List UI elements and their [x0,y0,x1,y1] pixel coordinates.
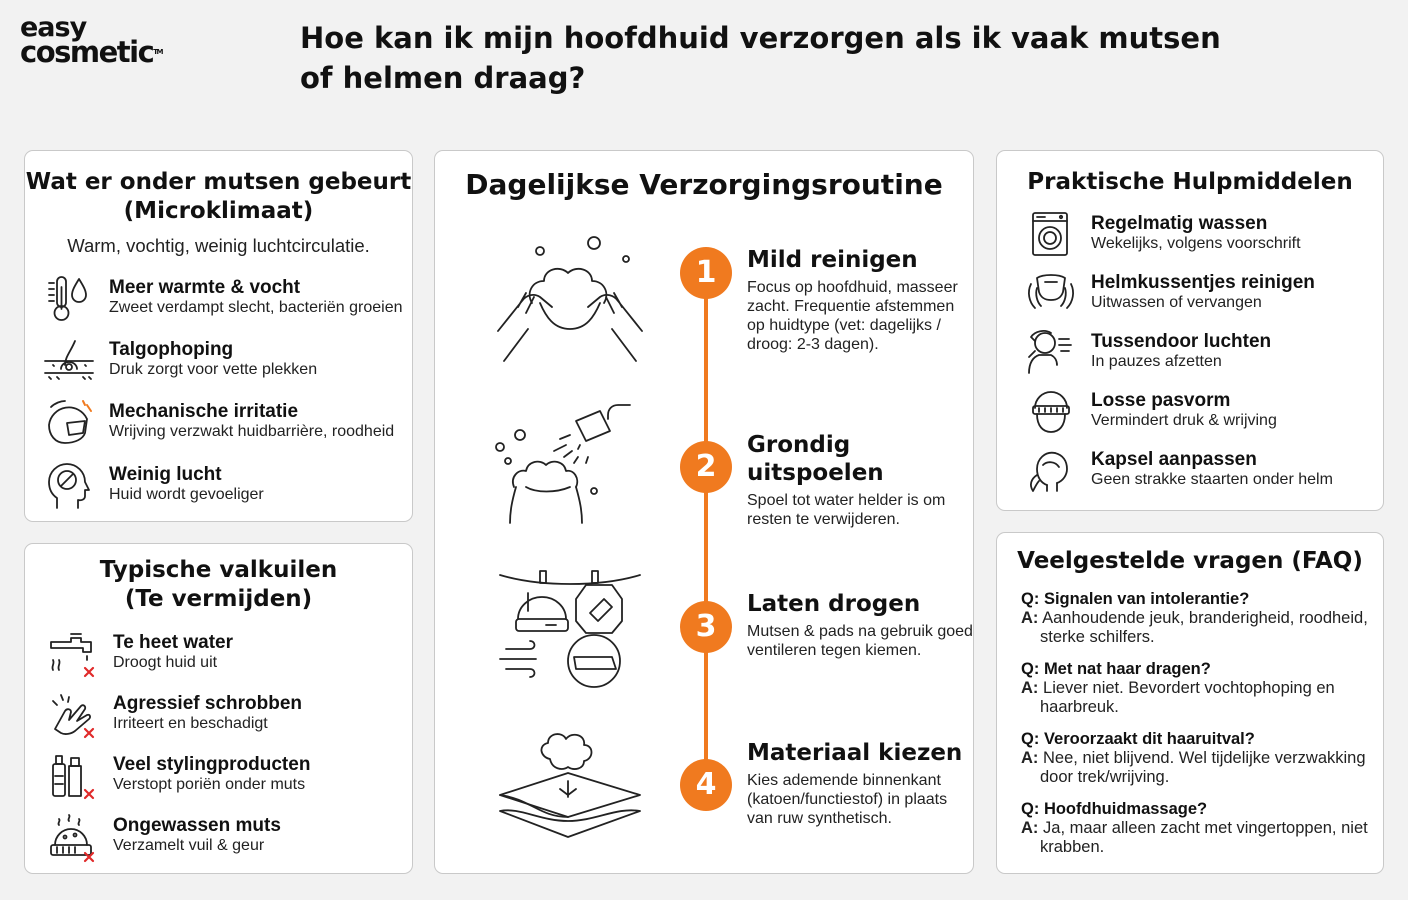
item-text: Verstopt poriën onder muts [113,776,306,793]
faq-answer: Liever niet. Bevordert vochtophoping en haarbreuk. [1040,679,1335,716]
routine-step [747,739,975,828]
list-item [997,445,1383,497]
faq-a-prefix: A: [1021,819,1039,837]
item-heading: Meer warmte & vocht [109,277,301,298]
pitfalls-title-line1: Typische valkuilen [99,557,338,583]
item-heading: Losse pasvorm [1091,390,1231,411]
dirty-hat-icon [47,811,99,863]
item-text: Wekelijks, volgens voorschrift [1091,235,1301,252]
faq-q-prefix: Q: [1021,660,1040,678]
tools-card [996,150,1384,511]
routine-card [434,150,974,874]
item-text: Uitwassen of vervangen [1091,294,1262,311]
pitfalls-title [25,556,412,614]
faq-item [1021,590,1369,647]
faq-item [1021,800,1369,857]
hot-water-tap-icon [47,628,99,680]
faq-a-prefix: A: [1021,749,1039,767]
step-number-badge: 1 [680,247,732,299]
tools-title: Praktische Hulpmiddelen [1027,169,1353,195]
list-item [25,689,412,741]
item-text: Huid wordt gevoeliger [109,486,264,503]
routine-title: Dagelijkse Verzorgingsroutine [465,168,943,201]
item-heading: Talgophoping [109,339,234,360]
hair-follicle-icon [43,335,95,387]
microclimate-title [25,168,412,226]
faq-answer: Ja, maar alleen zacht met vingertoppen, niet krabben. [1040,819,1368,856]
faq-q-prefix: Q: [1021,730,1040,748]
step-text: Focus op hoofdhuid, masseer zacht. Frequentie afstemmen op huidtype (vet: dagelijks / droog: 2-3 dagen). [747,279,958,353]
scrubbing-hands-icon [47,689,99,741]
faq-title: Veelgestelde vragen (FAQ) [1017,548,1363,574]
list-item [25,397,412,449]
step-number-badge: 3 [680,601,732,653]
item-heading: Veel stylingproducten [113,754,311,775]
step-text: Spoel tot water helder is om resten te verwijderen. [747,492,946,528]
cotton-layers-icon [490,727,650,867]
washing-hair-icon [490,233,650,373]
item-heading: Te heet water [113,632,234,653]
helmet-friction-icon [43,397,95,449]
faq-question: Signalen van intolerantie? [1043,590,1250,608]
washing-machine-icon [1025,209,1077,261]
microclimate-title-line1: Wat er onder mutsen gebeurt [25,169,412,195]
item-text: Irriteert en beschadigt [113,715,268,732]
styling-products-icon [47,750,99,802]
head-no-air-icon [43,460,95,512]
list-item [997,327,1383,379]
pitfalls-card [24,543,413,874]
routine-step [747,246,975,354]
faq-a-prefix: A: [1021,679,1039,697]
shower-rinse-icon [490,399,650,539]
list-item [997,386,1383,438]
page-title: Hoe kan ik mijn hoofdhuid verzorgen als ik vaak mutsen of helmen draag? [300,21,1221,95]
step-title: Materiaal kiezen [747,740,963,766]
item-text: Droogt huid uit [113,654,218,671]
brand-logo [20,12,190,69]
loose-beanie-icon [1025,386,1077,438]
item-heading: Weinig lucht [109,464,222,485]
faq-q-prefix: Q: [1021,800,1040,818]
item-heading: Ongewassen muts [113,815,281,836]
item-text: Vermindert druk & wrijving [1091,412,1277,429]
helmet-pads-icon [1025,268,1077,320]
list-item [25,811,412,863]
hairstyle-icon [1025,445,1077,497]
list-item [997,268,1383,320]
item-text: Zweet verdampt slecht, bacteriën groeien [109,299,403,316]
faq-card [996,532,1384,874]
faq-item [1021,660,1369,717]
item-heading: Tussendoor luchten [1091,331,1272,352]
item-text: Geen strakke staarten onder helm [1091,471,1333,488]
logo-line2: cosmetic [20,35,154,69]
microclimate-title-line2: (Microklimaat) [123,198,314,224]
step-title: Grondig uitspoelen [747,432,884,486]
item-heading: Regelmatig wassen [1091,213,1268,234]
logo-trademark: TM [153,48,163,56]
step-number-badge: 2 [680,441,732,493]
thermometer-droplet-icon [43,273,95,325]
microclimate-subtitle: Warm, vochtig, weinig luchtcirculatie. [67,235,370,256]
item-text: Verzamelt vuil & geur [113,837,265,854]
step-title: Laten drogen [747,591,921,617]
item-heading: Mechanische irritatie [109,401,299,422]
list-item [25,273,412,325]
faq-item [1021,730,1369,787]
head-air-icon [1021,327,1073,379]
item-text: Wrijving verzwakt huidbarrière, roodheid [109,423,395,440]
microclimate-card [24,150,413,522]
faq-answer: Aanhoudende jeuk, branderigheid, roodheid, sterke schilfers. [1040,609,1368,646]
faq-a-prefix: A: [1021,609,1039,627]
pitfalls-title-line2: (Te vermijden) [124,586,313,612]
list-item [25,750,412,802]
list-item [25,628,412,680]
step-title: Mild reinigen [747,247,918,273]
list-item [25,335,412,387]
item-heading: Kapsel aanpassen [1091,449,1257,470]
faq-question: Hoofdhuidmassage? [1043,800,1208,818]
list-item [997,209,1383,261]
logo-line1: easy [20,12,87,43]
step-text: Kies ademende binnenkant (katoen/functiestof) in plaats van ruw synthetisch. [747,772,948,827]
item-text: Druk zorgt voor vette plekken [109,361,318,378]
drying-line-icon [490,563,650,703]
routine-step [747,431,975,529]
item-text: In pauzes afzetten [1091,353,1222,370]
step-text: Mutsen & pads na gebruik goed ventileren tegen kiemen. [747,623,973,659]
faq-question: Met nat haar dragen? [1043,660,1211,678]
item-heading: Helmkussentjes reinigen [1091,272,1315,293]
faq-answer: Nee, niet blijvend. Wel tijdelijke verzwakking door trek/wrijving. [1040,749,1366,786]
faq-question: Veroorzaakt dit haaruitval? [1043,730,1255,748]
faq-q-prefix: Q: [1021,590,1040,608]
timeline-line [704,271,708,791]
item-heading: Agressief schrobben [113,693,302,714]
routine-step [747,590,975,660]
step-number-badge: 4 [680,759,732,811]
list-item [25,460,412,512]
